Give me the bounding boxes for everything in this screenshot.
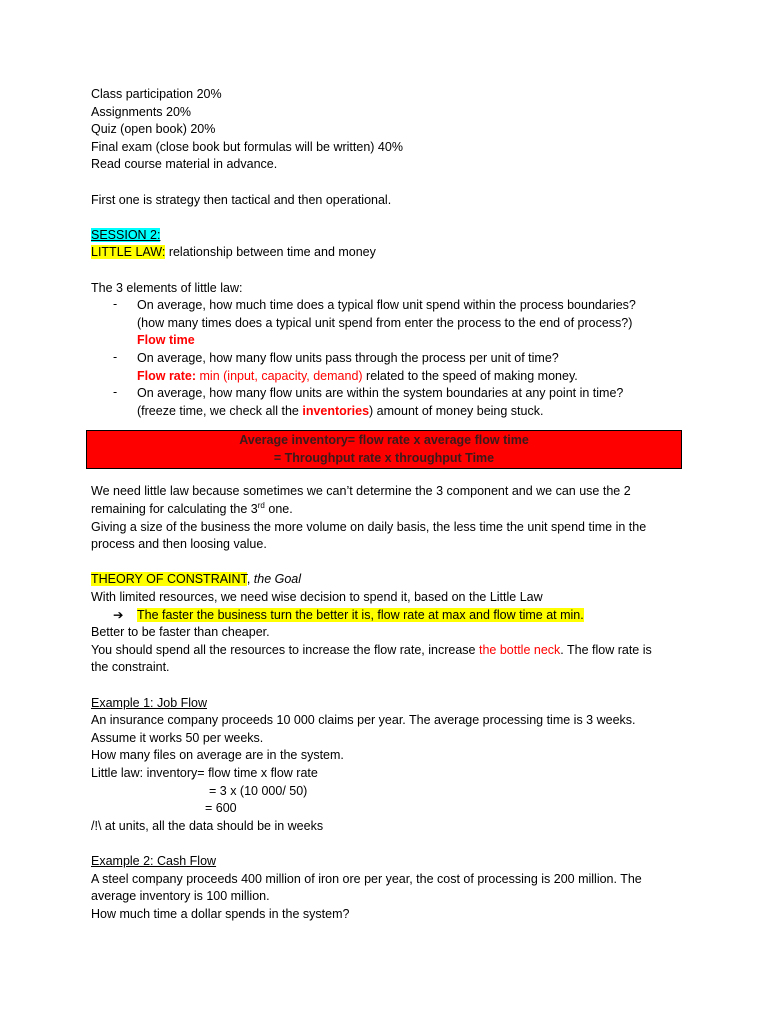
grading-line: Final exam (close book but formulas will be written) 40% — [91, 139, 403, 154]
grading-line: Assignments 20% — [91, 104, 192, 119]
toc-heading — [91, 571, 691, 589]
example-note: /!\ at units, all the data should be in weeks — [91, 818, 324, 833]
bullet-question: On average, how much time does a typical flow unit spend within the process boundaries? — [137, 298, 636, 313]
paragraph-line: With limited resources, we need wise decision to spend it, based on the Little Law — [91, 590, 543, 605]
little-law-desc: relationship between time and money — [165, 245, 376, 260]
formula-box — [86, 430, 682, 469]
document-page — [91, 86, 691, 923]
dash-bullet-icon: - — [113, 385, 118, 400]
example-line: An insurance company proceeds 10 000 claims per year. The average processing time is 3 weeks. — [91, 713, 636, 728]
paragraph-line: Better to be faster than cheaper. — [91, 625, 270, 640]
bullet-pre: (freeze time, we check all the — [137, 403, 303, 418]
arrow-right-icon: ➔ — [113, 607, 124, 622]
equation-line: = 600 — [205, 801, 237, 816]
bullet-tail: related to the speed of making money. — [362, 368, 578, 383]
toc-goal: the Goal — [253, 572, 302, 587]
elements-intro: The 3 elements of little law: — [91, 280, 243, 295]
superscript: rd — [257, 500, 265, 510]
paragraph-text: . The flow rate is — [560, 642, 652, 657]
example-line: How much time a dollar spends in the system? — [91, 906, 350, 921]
paragraph-line — [91, 642, 691, 660]
bullet-inventory — [91, 385, 691, 420]
paragraph-text: one. — [264, 502, 293, 517]
bullet-question: On average, how many flow units pass through the process per unit of time? — [137, 350, 559, 365]
red-text: the bottle neck — [478, 642, 561, 657]
grading-line: Quiz (open book) 20% — [91, 122, 216, 137]
formula-line: = Throughput rate x throughput Time — [273, 450, 495, 465]
example-line: A steel company proceeds 400 million of iron ore per year, the cost of processing is 200 million. The — [91, 871, 642, 886]
bullet-term: inventories — [302, 403, 370, 418]
little-law-line — [91, 244, 691, 262]
session-heading-label: SESSION 2: — [91, 227, 161, 242]
little-law-label: LITTLE LAW: — [91, 245, 166, 260]
toc-label: THEORY OF CONSTRAINT — [91, 572, 247, 587]
bullet-detail-line — [137, 368, 691, 386]
equation-line: = 3 x (10 000/ 50) — [209, 783, 308, 798]
paragraph-text: remaining for calculating the 3 — [91, 502, 258, 517]
highlighted-text: The faster the business turn the better it is, flow rate at max and flow time at min. — [137, 607, 584, 622]
example-line: Assume it works 50 per weeks. — [91, 730, 264, 745]
paragraph-line: the constraint. — [91, 660, 170, 675]
dash-bullet-icon: - — [113, 349, 118, 364]
example-title: Example 2: Cash Flow — [91, 853, 217, 868]
session-heading — [91, 227, 691, 245]
arrow-bullet — [91, 607, 691, 625]
example-line: Little law: inventory= flow time x flow rate — [91, 765, 318, 780]
paragraph-line: Giving a size of the business the more volume on daily basis, the less time the unit spend time in the — [91, 519, 647, 534]
paragraph-line: We need little law because sometimes we can’t determine the 3 component and we can use the 2 — [91, 484, 631, 499]
bullet-note: (how many times does a typical unit spend from enter the process to the end of process?) — [137, 315, 633, 330]
paragraph-text: You should spend all the resources to increase the flow rate, increase — [91, 642, 479, 657]
bullet-flow-time — [91, 297, 691, 350]
strategy-line: First one is strategy then tactical and then operational. — [91, 192, 392, 207]
grading-line: Class participation 20% — [91, 87, 222, 101]
bullet-question: On average, how many flow units are within the system boundaries at any point in time? — [137, 386, 624, 401]
arrow-bullet-line — [137, 607, 691, 625]
bullet-flow-rate — [91, 350, 691, 385]
example-line: average inventory is 100 million. — [91, 889, 270, 904]
paragraph-line: process and then loosing value. — [91, 537, 267, 552]
example-title: Example 1: Job Flow — [91, 695, 208, 710]
grading-line: Read course material in advance. — [91, 157, 278, 172]
paragraph-line — [91, 501, 691, 519]
example-line: How many files on average are in the system. — [91, 748, 344, 763]
bullet-term: Flow rate: — [137, 368, 197, 383]
dash-bullet-icon: - — [113, 297, 118, 312]
bullet-post: ) amount of money being stuck. — [369, 403, 544, 418]
toc-sep: , — [246, 572, 254, 587]
bullet-detail: min (input, capacity, demand) — [196, 368, 363, 383]
bullet-term: Flow time — [137, 333, 195, 348]
bullet-detail-line — [137, 403, 691, 421]
formula-line: Average inventory= flow rate x average flow time — [239, 433, 529, 448]
need-paragraph — [91, 483, 691, 553]
